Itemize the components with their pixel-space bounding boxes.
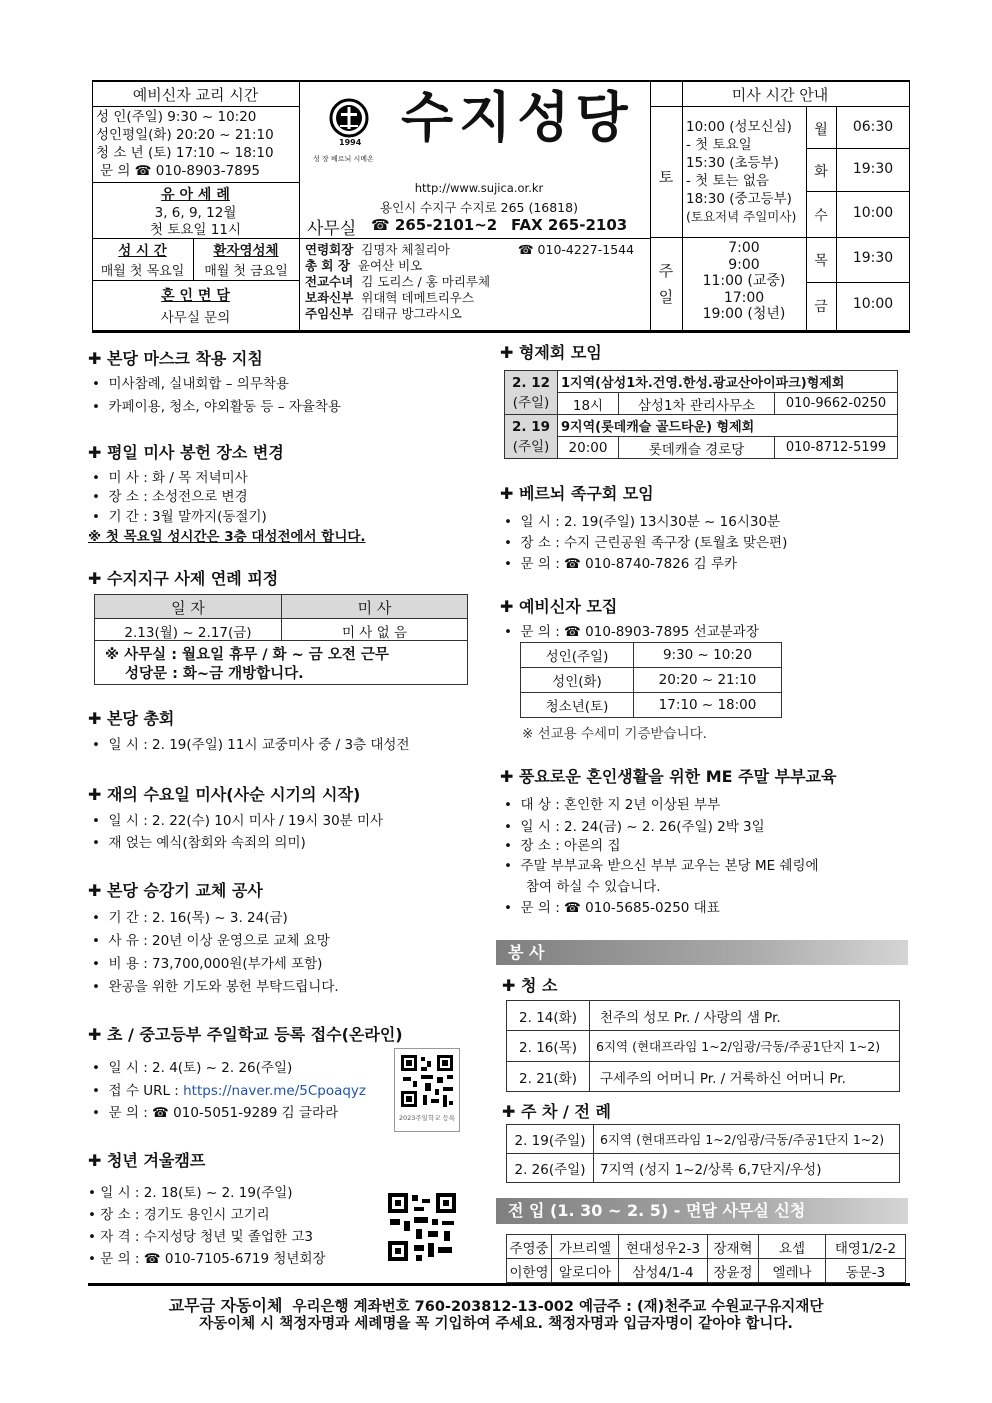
staff-role: 연령회장 (305, 242, 354, 257)
service-banner: 봉 사 (496, 940, 908, 965)
footer-account: 우리은행 계좌번호 760-203812-13-002 예금주 : (재)천주교 수원교구유지재단 (292, 1299, 824, 1315)
footer-label: 교무금 자동이체 (168, 1296, 283, 1315)
list-item: • 일 시 : 2. 24(금) ~ 2. 26(주일) 2박 3일 (504, 819, 765, 835)
brotherhood-table (504, 370, 898, 459)
weekday-label: 화 (814, 164, 828, 180)
table-cell: 2. 12 (주일) (505, 371, 558, 415)
transfer-banner: 전 입 (1. 30 ~ 2. 5) - 면담 사무실 신청 (496, 1198, 908, 1224)
catechumen-table (520, 642, 782, 718)
table-cell: 롯데캐슬 경로당 (619, 437, 775, 459)
section-title-cleaning: ✚ 청 소 (502, 976, 558, 995)
weekday-mass-grid (806, 107, 910, 330)
table-cell: 2. 19 (주일) (505, 415, 558, 459)
table-cell: 2. 14(화) (507, 1001, 590, 1031)
table-cell: 성인(주일) (521, 643, 634, 668)
staff-role: 보좌신부 (305, 290, 354, 305)
list-item: • 대 상 : 혼인한 지 2년 이상된 부부 (504, 797, 721, 813)
table-cell: 1지역(삼성1차.건영.한성.광교산아이파크)형제회 (558, 371, 898, 393)
section-title-assembly: ✚ 본당 총회 (88, 709, 175, 728)
table-cell: 알로디아 (552, 1259, 619, 1283)
list-item: • 장 소 : 경기도 용인시 고기리 (88, 1207, 270, 1223)
table-cell: 2. 19(주일) (507, 1125, 594, 1154)
section-title-catechumen: ✚ 예비신자 모집 (500, 597, 618, 616)
list-item: • 기 간 : 2. 16(목) ~ 3. 24(금) (92, 910, 288, 926)
parking-table (506, 1124, 900, 1183)
list-item: • 문 의 : ☎ 010-8903-7895 선교분과장 (504, 624, 759, 640)
qr-code-icon (386, 1191, 458, 1263)
bulletin-header (92, 80, 910, 333)
list-item: • 주말 부부교육 받으신 부부 교우는 본당 ME 쉐링에 (504, 858, 819, 874)
table-cell: 구세주의 어머니 Pr. / 거룩하신 어머니 Pr. (590, 1062, 900, 1092)
holy-hour-title: 성 시 간 (118, 243, 167, 259)
section-title-youth-camp: ✚ 청년 겨울캠프 (88, 1151, 206, 1170)
staff-role: 총 회 장 (305, 258, 350, 273)
table-cell: 010-8712-5199 (775, 437, 898, 459)
retreat-note: 성당문 : 화~금 개방합니다. (125, 666, 304, 682)
weekday-label: 월 (814, 122, 828, 138)
weekday-time: 19:30 (852, 161, 894, 177)
sunday-label: 주 일 (658, 262, 674, 306)
weekday-time: 10:00 (852, 296, 894, 312)
office-label: 사무실 (307, 219, 357, 239)
weekday-time: 10:00 (852, 205, 894, 221)
list-item: • 장 소 : 소성전으로 변경 (92, 489, 248, 505)
list-item: • 장 소 : 수지 근린공원 족구장 (토월초 맞은편) (504, 535, 788, 551)
table-cell: 태영1/2-2 (826, 1235, 906, 1259)
mass-title: 미사 시간 안내 (731, 86, 829, 104)
sunday-line: 7:00 (728, 240, 760, 256)
parish-name: 수지성당 (401, 86, 634, 149)
list-item: • 문 의 : ☎ 010-8740-7826 김 루카 (504, 556, 738, 572)
saturday-line: - 첫 토는 없음 (686, 173, 769, 189)
table-header: 미 사 (357, 599, 392, 617)
table-cell: 동문-3 (826, 1259, 906, 1283)
office-phone: ☎ 265-2101~2 (371, 216, 498, 234)
table-cell: 현대성우2-3 (619, 1235, 708, 1259)
list-item: • 비 용 : 73,700,000원(부가세 포함) (92, 956, 323, 972)
footer-divider (88, 1283, 910, 1286)
sick-communion-title: 환자영성체 (213, 243, 279, 259)
section-title-weekday: ✚ 평일 미사 봉헌 장소 변경 (88, 443, 284, 462)
table-cell: 이한영 (507, 1259, 552, 1283)
staff-role: 전교수녀 (305, 274, 354, 289)
sunday-line: 19:00 (청년) (702, 306, 786, 322)
catechism-row: 성인평일(화) 20:20 ~ 21:10 (96, 127, 274, 143)
staff-name: 윤여산 비오 (357, 258, 423, 273)
table-cell: 20:20 ~ 21:10 (634, 668, 782, 693)
sick-communion-value: 매월 첫 금요일 (204, 264, 288, 279)
weekday-label: 목 (814, 253, 828, 269)
table-cell: 주영중 (507, 1235, 552, 1259)
sunday-line: 11:00 (교중) (702, 273, 786, 289)
saturday-label: 토 (658, 168, 674, 186)
infant-baptism-title: 유 아 세 례 (161, 187, 230, 203)
table-cell: 9:30 ~ 10:20 (634, 643, 782, 668)
cleaning-table (506, 1000, 900, 1092)
qr-caption: 2023주일학교 등록 (398, 1114, 456, 1122)
table-cell: 6지역 (현대프라임 1~2/임광/극동/주공1단지 1~2) (590, 1031, 900, 1062)
table-cell: 17:10 ~ 18:00 (634, 693, 782, 718)
logo-year: 1994 (339, 138, 362, 147)
note-text: ※ 선교용 수세미 기증받습니다. (522, 726, 707, 742)
table-cell: 성인(화) (521, 668, 634, 693)
weekday-label: 금 (814, 299, 828, 315)
table-cell: 가브리엘 (552, 1235, 619, 1259)
weekday-time: 06:30 (852, 119, 894, 135)
staff-list (305, 242, 650, 322)
table-cell: 20:00 (558, 437, 619, 459)
parish-address: 용인시 수지구 수지로 265 (16818) (380, 200, 578, 215)
staff-row (305, 258, 650, 274)
section-title-retreat: ✚ 수지지구 사제 연례 피정 (88, 569, 279, 588)
marriage-interview-value: 사무실 문의 (160, 310, 231, 326)
table-cell: 2. 26(주일) (507, 1154, 594, 1183)
table-cell: 장재혁 (708, 1235, 759, 1259)
staff-phone: ☎ 010-4227-1544 (518, 242, 635, 257)
list-item: • 사 유 : 20년 이상 운영으로 교체 요망 (92, 933, 330, 949)
list-item: • 일 시 : 2. 18(토) ~ 2. 19(주일) (88, 1185, 293, 1201)
list-item: • 문 의 : ☎ 010-5685-0250 대표 (504, 900, 720, 916)
list-item: • 재 얹는 예식(참회와 속죄의 의미) (92, 835, 306, 851)
staff-name: 김명자 체칠리아 (361, 242, 450, 257)
sunday-line: 17:00 (723, 289, 765, 306)
registration-link[interactable]: https://naver.me/5Cpoaqyz (183, 1083, 367, 1099)
infant-baptism-time: 첫 토요일 11시 (150, 222, 241, 238)
catechism-row: 청 소 년 (토) 17:10 ~ 18:10 (96, 145, 274, 161)
sunday-times (682, 240, 806, 323)
list-item: • 일 시 : 2. 19(주일) 11시 교중미사 중 / 3층 대성전 (92, 737, 410, 753)
table-header: 일 자 (171, 599, 205, 617)
staff-name: 위대혁 데메트리우스 (361, 290, 474, 305)
list-item: • 문 의 : ☎ 010-5051-9289 김 글라라 (92, 1105, 339, 1121)
parish-logo-icon (329, 98, 369, 138)
saturday-line: 15:30 (초등부) (686, 155, 779, 171)
saturday-times (686, 118, 810, 226)
section-title-brotherhood: ✚ 형제회 모임 (500, 343, 602, 362)
list-item: • 자 격 : 수지성당 청년 및 졸업한 고3 (88, 1229, 313, 1245)
note-text: ※ 첫 목요일 성시간은 3층 대성전에서 합니다. (88, 529, 366, 545)
saturday-line: (토요저녁 주일미사) (686, 209, 797, 224)
list-item: • 일 시 : 2. 19(주일) 13시30분 ~ 16시30분 (504, 514, 781, 530)
staff-name: 김 도리스 / 홍 마리루체 (361, 274, 491, 289)
list-item: • 문 의 : ☎ 010-7105-6719 청년회장 (88, 1251, 326, 1267)
transfer-table (506, 1234, 906, 1283)
saturday-line: 10:00 (성모신심) (686, 119, 792, 135)
weekday-label: 수 (814, 208, 828, 224)
table-cell: 6지역 (현대프라임 1~2/임광/극동/주공1단지 1~2) (594, 1125, 900, 1154)
sunday-line: 9:00 (728, 256, 760, 273)
list-item: • 카페이용, 청소, 야외활동 등 – 자율착용 (92, 399, 341, 415)
section-title-ash-wednesday: ✚ 재의 수요일 미사(사순 시기의 시작) (88, 785, 361, 804)
qr-code-icon (399, 1053, 455, 1109)
list-item: • 장 소 : 아론의 집 (504, 838, 621, 854)
table-cell: 미 사 없 음 (341, 625, 408, 641)
infant-baptism-months: 3, 6, 9, 12월 (154, 205, 237, 221)
weekday-time: 19:30 (852, 250, 894, 266)
table-cell: 삼성4/1-4 (619, 1259, 708, 1283)
parish-panel (299, 82, 650, 330)
section-title-mask: ✚ 본당 마스크 착용 지침 (88, 349, 263, 368)
table-cell: 18시 (558, 393, 619, 415)
saturday-line: - 첫 토요일 (686, 137, 752, 153)
table-cell: 010-9662-0250 (775, 393, 898, 415)
staff-name: 김태규 방그라시오 (361, 306, 462, 321)
list-item: • 일 시 : 2. 4(토) ~ 2. 26(주일) (92, 1060, 293, 1076)
catechism-contact: 문 의 ☎ 010-8903-7895 (100, 163, 260, 179)
staff-row (305, 306, 650, 322)
list-item: • 미사참례, 실내회합 – 의무착용 (92, 376, 289, 392)
section-title-elevator: ✚ 본당 승강기 교체 공사 (88, 881, 263, 900)
staff-role: 주임신부 (305, 306, 354, 321)
marriage-interview-title: 혼 인 면 담 (161, 288, 230, 304)
logo-caption: 성 장 베르뇌 시메온 (313, 155, 374, 163)
retreat-table (94, 594, 468, 685)
table-cell: 장윤정 (708, 1259, 759, 1283)
list-item: • 일 시 : 2. 22(수) 10시 미사 / 19시 30분 미사 (92, 813, 384, 829)
staff-row (305, 290, 650, 306)
catechism-row: 성 인(주일) 9:30 ~ 10:20 (96, 109, 257, 125)
qr-code-camp[interactable] (386, 1191, 458, 1263)
qr-code-registration[interactable] (394, 1048, 460, 1132)
section-title-parking: ✚ 주 차 / 전 례 (502, 1102, 611, 1121)
table-cell: 청소년(토) (521, 693, 634, 718)
table-cell: 2.13(월) ~ 2.17(금) (124, 625, 252, 641)
catechism-title: 예비신자 교리 시간 (132, 86, 259, 104)
table-cell: 7지역 (성지 1~2/상록 6,7단지/우성) (594, 1154, 900, 1183)
list-item: • 접 수 URL : https://naver.me/5Cpoaqyz (92, 1083, 367, 1099)
list-item: • 완공을 위한 기도와 봉헌 부탁드립니다. (92, 979, 339, 995)
table-cell: 삼성1차 관리사무소 (619, 393, 775, 415)
table-cell: 2. 21(화) (507, 1062, 590, 1092)
table-cell: 엘레나 (759, 1259, 826, 1283)
catechism-panel (92, 82, 299, 330)
mass-schedule-panel (650, 82, 910, 330)
table-cell: 천주의 성모 Pr. / 사랑의 샘 Pr. (590, 1001, 900, 1031)
list-item: • 기 간 : 3월 말까지(동절기) (92, 509, 267, 525)
parish-url[interactable]: http://www.sujica.or.kr (414, 181, 544, 195)
holy-hour-value: 매월 첫 목요일 (100, 264, 185, 279)
staff-row (305, 274, 650, 290)
saturday-line: 18:30 (중고등부) (686, 191, 792, 207)
table-cell: 9지역(롯데캐슬 골드타운) 형제회 (558, 415, 898, 437)
list-item-continuation: 참여 하실 수 있습니다. (526, 879, 661, 895)
retreat-note: ※ 사무실 : 월요일 휴무 / 화 ~ 금 오전 근무 (105, 647, 389, 663)
table-cell: 2. 16(목) (507, 1031, 590, 1062)
staff-row (305, 242, 650, 258)
office-fax: FAX 265-2103 (511, 216, 628, 234)
list-item: • 미 사 : 화 / 목 저녁미사 (92, 470, 248, 486)
section-title-me: ✚ 풍요로운 혼인생활을 위한 ME 주말 부부교육 (500, 767, 837, 786)
footer-note: 자동이체 시 책정자명과 세례명을 꼭 기입하여 주세요. 책정자명과 입금자명이 같아야 합니다. (199, 1316, 793, 1332)
table-cell: 요셉 (759, 1235, 826, 1259)
section-title-sunday-school: ✚ 초 / 중고등부 주일학교 등록 접수(온라인) (88, 1025, 403, 1044)
section-title-footvolley: ✚ 베르뇌 족구회 모임 (500, 484, 654, 503)
